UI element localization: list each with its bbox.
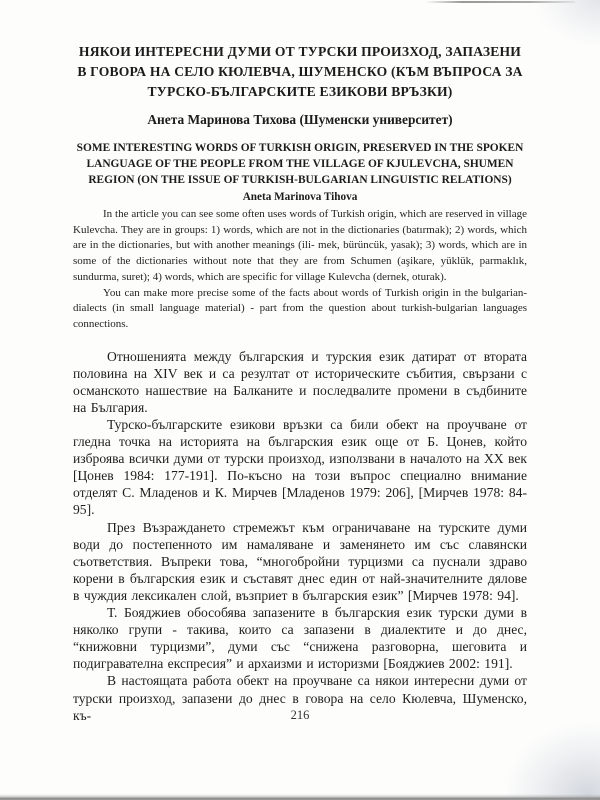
- scan-artifact-top-right-smudge: [537, 0, 600, 45]
- paper-title-bulgarian: НЯКОИ ИНТЕРЕСНИ ДУМИ ОТ ТУРСКИ ПРОИЗХОД, ЗАПАЗЕНИ В ГОВОРА НА СЕЛО КЮЛЕВЧА, ШУМЕНСКО (КЪМ ВЪПРОСА ЗА ТУРСКО-БЪЛГАРСКИТЕ ЕЗИКОВИ ВРЪЗКИ): [77, 44, 523, 99]
- scan-artifact-bottom-edge-strip: [0, 794, 600, 800]
- body-paragraph: Отношенията между българския и турския език датират от втората половина на XIV век и са резултат от историческите събития, свързани с османското нашествие на Балканите и последвалите промени в съдбините на България.: [73, 348, 527, 415]
- paper-author-bulgarian: Анета Маринова Тихова (Шуменски университет): [147, 112, 453, 127]
- abstract-paragraph: You can make more precise some of the facts about words of Turkish origin in the bulgarian-dialects (in small language material) - part from the question about turkish-bulgarian languages connections.: [73, 286, 527, 330]
- paper-author-english: Aneta Marinova Tihova: [242, 191, 358, 203]
- abstract-section: [73, 207, 527, 333]
- scan-artifact-top-edge-line: [425, 1, 575, 3]
- paper-title-english: SOME INTERESTING WORDS OF TURKISH ORIGIN, PRESERVED IN THE SPOKEN LANGUAGE OF THE PEOPLE FROM THE VILLAGE OF KJULEVCHA, SHUMEN REGION (ON THE ISSUE OF TURKISH-BULGARIAN LINGUISTIC RELATIONS): [76, 142, 524, 186]
- body-paragraph: Турско-българските езикови връзки са били обект на проучване от гледна точка на историята на българския език още от Б. Цонев, който изброява всички думи от турски произход, използвани в началото на XX век [Цонев 1984: 177-191]. По-късно на този въпрос специално внимание отделят С. Младенов и К. Мирчев [Младенов 1979: 206], [Мирчев 1978: 84-95].: [73, 417, 527, 518]
- body-paragraph: През Възраждането стремежът към ограничаване на турските думи води до постепенното им намаляване и заменянето им със славянски съответствия. Въпреки това, “многобройни турцизми са пуснали здраво корени в българския език и съставят днес един от най-значителните дялове в чуждия лексикален слой, възприет в българския език” [Мирчев 1978: 94].: [73, 519, 527, 603]
- scan-artifact-bottom-right-smudge: [505, 723, 600, 800]
- body-paragraph: Т. Бояджиев обособява запазените в българския език турски думи в няколко групи - такива, които са запазени в диалектите и до днес, “книжовни турцизми”, думи със “снижена разговорна, шеговита и подигравателна експресия” и архаизми и историзми [Бояджиев 2002: 191].: [73, 605, 527, 672]
- page-number: 216: [290, 708, 310, 722]
- body-section: [73, 348, 527, 724]
- abstract-paragraph: In the article you can see some often uses words of Turkish origin, which are reserved in village Kulevcha. They are in groups: 1) words, which are not in the dictionaries (batırmak); 2) words, which are in the dictionaries, but with another meanings (ili- mek, bürüncük, yasak); 3) words, which are in some of the dictionaries without note that they are from Schumen (aşikare, yüklük, parmaklık, sundurma, suret); 4) words, which are specific for village Kulevcha (dernek, oturak).: [73, 208, 527, 283]
- page-content: [0, 42, 600, 724]
- body-paragraph: В настоящата работа обект на проучване са някои интересни думи от турски произход, запазени до днес в говора на село Кюлевча, Шуменско, къ-: [73, 673, 527, 723]
